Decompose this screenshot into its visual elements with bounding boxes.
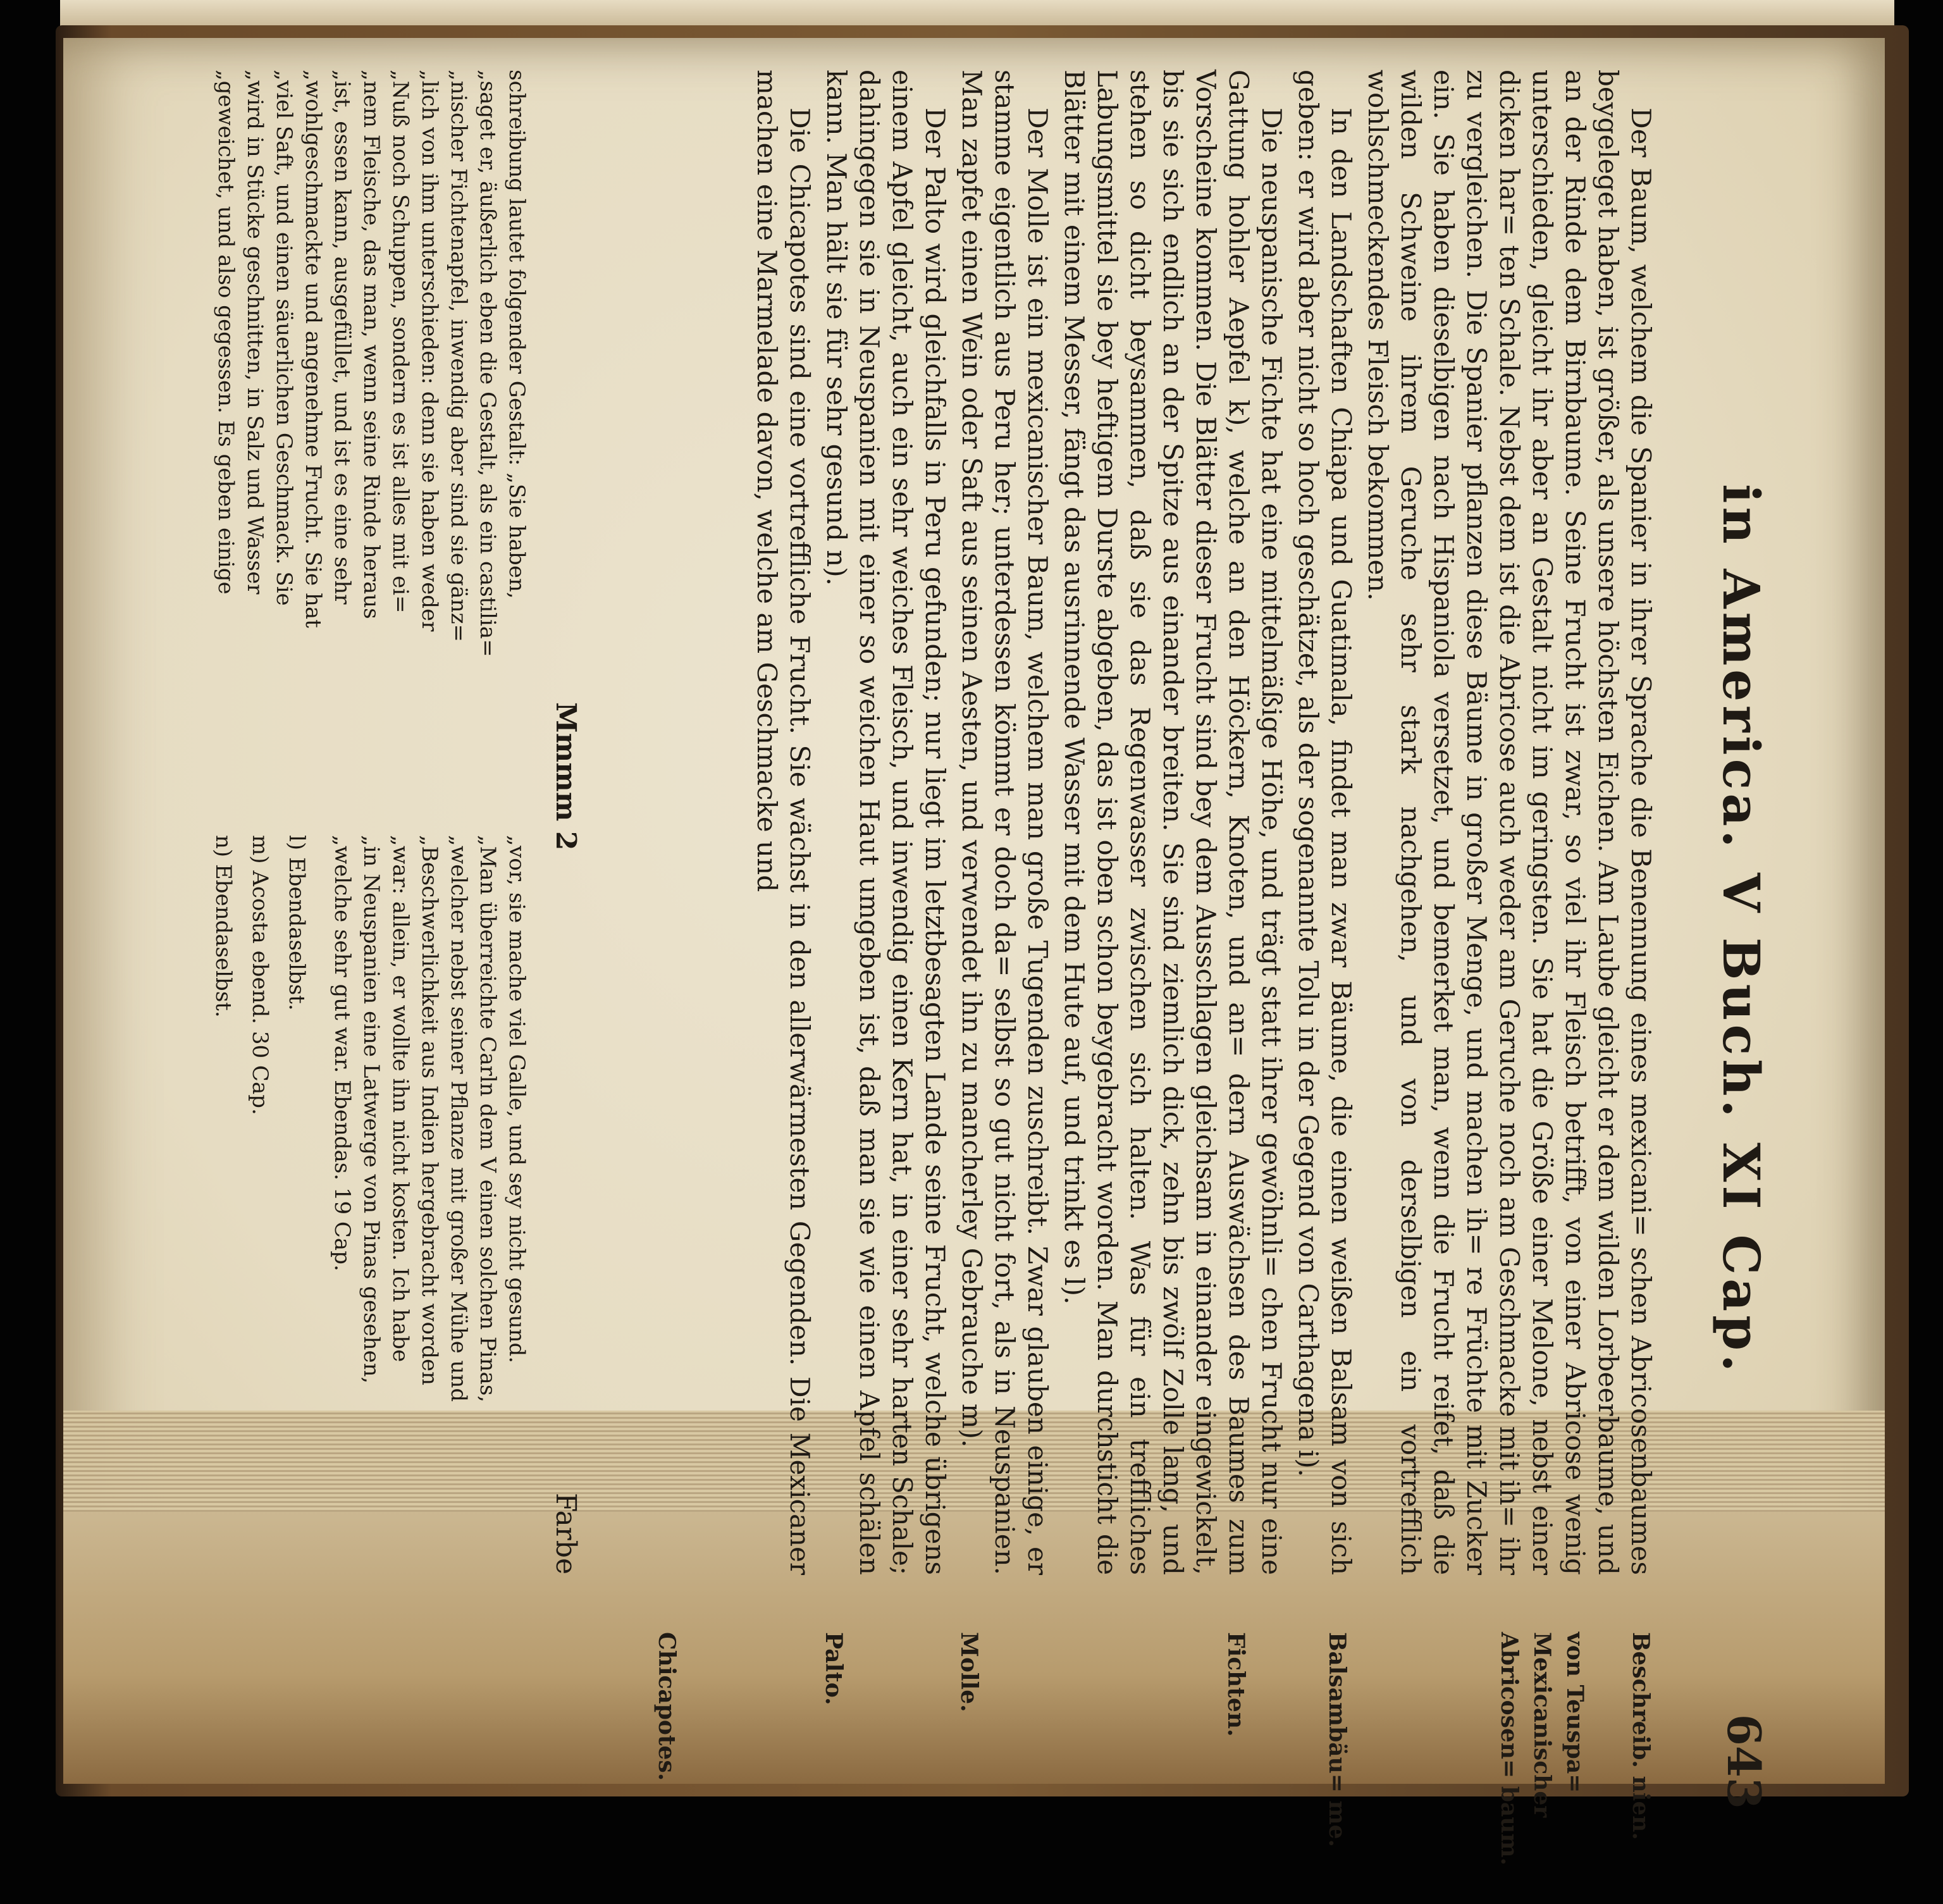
running-head: in America. V Buch. XI Cap.: [1712, 484, 1771, 1376]
paragraph-fichte: Die neuspanische Fichte hat eine mittelmäßige Höhe, und trägt statt ihrer gewöhnli= chen Frucht nur eine Gattung hohler Aepfel k), welche an den Höckern, Knoten, und an= dern Auswächsen des Baumes zum Vorscheine kommen. Die Blätter dieser Frucht sind bey dem Ausschlagen gleichsam in einander eingewickelt, bis sie sich endlich an der Spitze aus einander breiten. Sie sind ziemlich dick, zehn bis zwölf Zolle lang, und stehen so dicht beysammen, daß sie das Regenwasser zwischen sich halten. Was für ein treffliches Labungsmittel sie bey heftigem Durste abgeben, das ist oben schon beygebracht worden. Man durchsticht die Blätter mit einem Messer, fängt das ausrinnende Wasser mit dem Hute auf, und trinkt es l).: [1059, 70, 1287, 1575]
margin-note-fichten: Fichten.: [1223, 1632, 1249, 1737]
catchword: Farbe: [550, 1493, 582, 1575]
footnote-reference: l) Ebendaselbst.: [284, 835, 309, 1011]
page-header: [1682, 70, 1771, 1809]
margin-note-molle: Molle.: [956, 1632, 982, 1712]
footnote-line: „saget er, äußerlich eben die Gestalt, als ein castilia=: [475, 70, 500, 657]
signature-mark: Mmmm 2: [550, 702, 582, 851]
margin-note-abricosenbaum: von Teuspa= Mexicanischer Abricosen= baum.: [1496, 1632, 1588, 1866]
footnote-line: „geweichet, und also gegessen. Es geben einige: [213, 70, 238, 595]
margin-note-beschreibung: Beschreib. nien.: [1627, 1632, 1654, 1840]
main-column: [746, 70, 1657, 1575]
footnote-line: „Beschwerlichkeit aus Indien hergebracht worden: [417, 835, 442, 1386]
margin-note-chicapotes: Chicapotes.: [653, 1632, 680, 1781]
footnote-line: „ist, essen kann, ausgefüllet, und ist es eine sehr: [330, 70, 355, 605]
paragraph-chicapotes: Die Chicapotes sind eine vortreffliche Frucht. Sie wächst in den allerwärmesten Gegenden. Die Mexicaner machen eine Marmelade davon, welche am Geschmacke und: [751, 70, 815, 1575]
paragraph-balsam: In den Landschaften Chiapa und Guatimala, findet man zwar Bäume, die einen weißen Balsam von sich geben: er wird aber nicht so hoch geschätzet, als der sogenannte Tolu in der Gegend von Carthagena i).: [1293, 70, 1357, 1575]
footnote-line: „war: allein, er wollte ihn nicht kosten. Ich habe: [388, 835, 413, 1363]
footnotes: [205, 70, 531, 1575]
footnote-line: „Man überreichte Carln dem V einen solchen Pinas,: [475, 835, 500, 1403]
footnote-line: „in Neuspanien eine Latwerge von Pinas gesehen,: [359, 835, 384, 1384]
footnote-line: schreibung lautet folgender Gestalt: „Sie haben,: [504, 70, 529, 599]
page-number: 643: [1717, 1714, 1771, 1809]
paragraph-molle: Der Molle ist ein mexicanischer Baum, welchem man große Tugenden zuschreibt. Zwar glauben einige, er stamme eigentlich aus Peru her; unterdessen kömmt er doch da= selbst so gut nicht fort, als in Neuspanien. Man zapfet einen Wein oder Saft aus seinen Aesten, und verwendet ihn zu mancherley Gebrauche m).: [956, 70, 1053, 1575]
footnote-line: „nem Fleische, das man, wenn seine Rinde heraus: [359, 70, 384, 619]
footnote-reference: n) Ebendaselbst.: [211, 835, 236, 1018]
paragraph-abricose: Der Baum, welchem die Spanier in ihrer Sprache die Benennung eines mexicani= schen Abricosenbaumes beygeleget haben, ist größer, als unsere höchsten Eichen. Am Laube gleicht er dem wilden Lorbeerbaume, und an der Rinde dem Birnbaume. Seine Frucht ist zwar, so viel ihr Fleisch betrifft, von einer Abricose wenig unterschieden, gleicht ihr aber an Gestalt nicht im geringsten. Sie hat die Größe einer Melone, nebst einer dicken har= ten Schale. Nebst dem ist die Abricose auch weder am Geruche noch am Geschmacke mit ih= ihr zu vergleichen. Die Spanier pflanzen diese Bäume in großer Menge, und machen ih= re Früchte mit Zucker ein. Sie haben dieselbigen nach Hispaniola versetzet, und bemerket man, wenn die Frucht reifet, daß die wilden Schweine ihrem Geruche sehr stark nachgehen, und von derselbigen ein vortrefflich wohlschmeckendes Fleisch bekommen.: [1362, 70, 1656, 1575]
footnote-line: „welcher nebst seiner Pflanze mit großer Mühe und: [446, 835, 471, 1402]
rotated-page-text: [196, 70, 1790, 1904]
footnote-line: „welche sehr gut war. Ebendas. 19 Cap.: [330, 835, 355, 1271]
footnote-line: „vor, sie mache viel Galle, und sey nicht gesund.: [504, 835, 529, 1364]
paragraph-palto: Der Palto wird gleichfalls in Peru gefunden; nur liegt im letztbesagten Lande seine Frucht, welche übrigens einem Apfel gleicht, auch ein sehr weiches Fleisch, und inwendig einen Kern hat, in einer sehr harten Schale; dahingegen sie in Neuspanien mit einer so weichen Haut umgeben ist, daß man sie wie einen Apfel schälen kann. Man hält sie für sehr gesund n).: [821, 70, 951, 1575]
margin-note-balsambaeume: Balsambäu= me.: [1324, 1632, 1350, 1848]
footnote-line: „lich von ihm unterschieden: denn sie haben weder: [417, 70, 442, 632]
footnote-line: „wohlgeschmackte und angenehme Frucht. Sie hat: [300, 70, 326, 628]
footnote-line: „wird in Stücke geschnitten, in Salz und Wasser: [242, 70, 268, 595]
footnote-line: „nischer Fichtenapfel, inwendig aber sind sie gänz=: [446, 70, 471, 642]
footnote-reference: m) Acosta ebend. 30 Cap.: [247, 835, 273, 1115]
footnote-line: „Nuß noch Schuppen, sondern es ist alles mit ei=: [388, 70, 413, 614]
footnote-right-column: [205, 835, 531, 1575]
footnote-left-column: [205, 70, 531, 810]
margin-note-palto: Palto.: [820, 1632, 847, 1705]
footnote-line: „viel Saft, und einen säuerlichen Geschmack. Sie: [271, 70, 297, 606]
